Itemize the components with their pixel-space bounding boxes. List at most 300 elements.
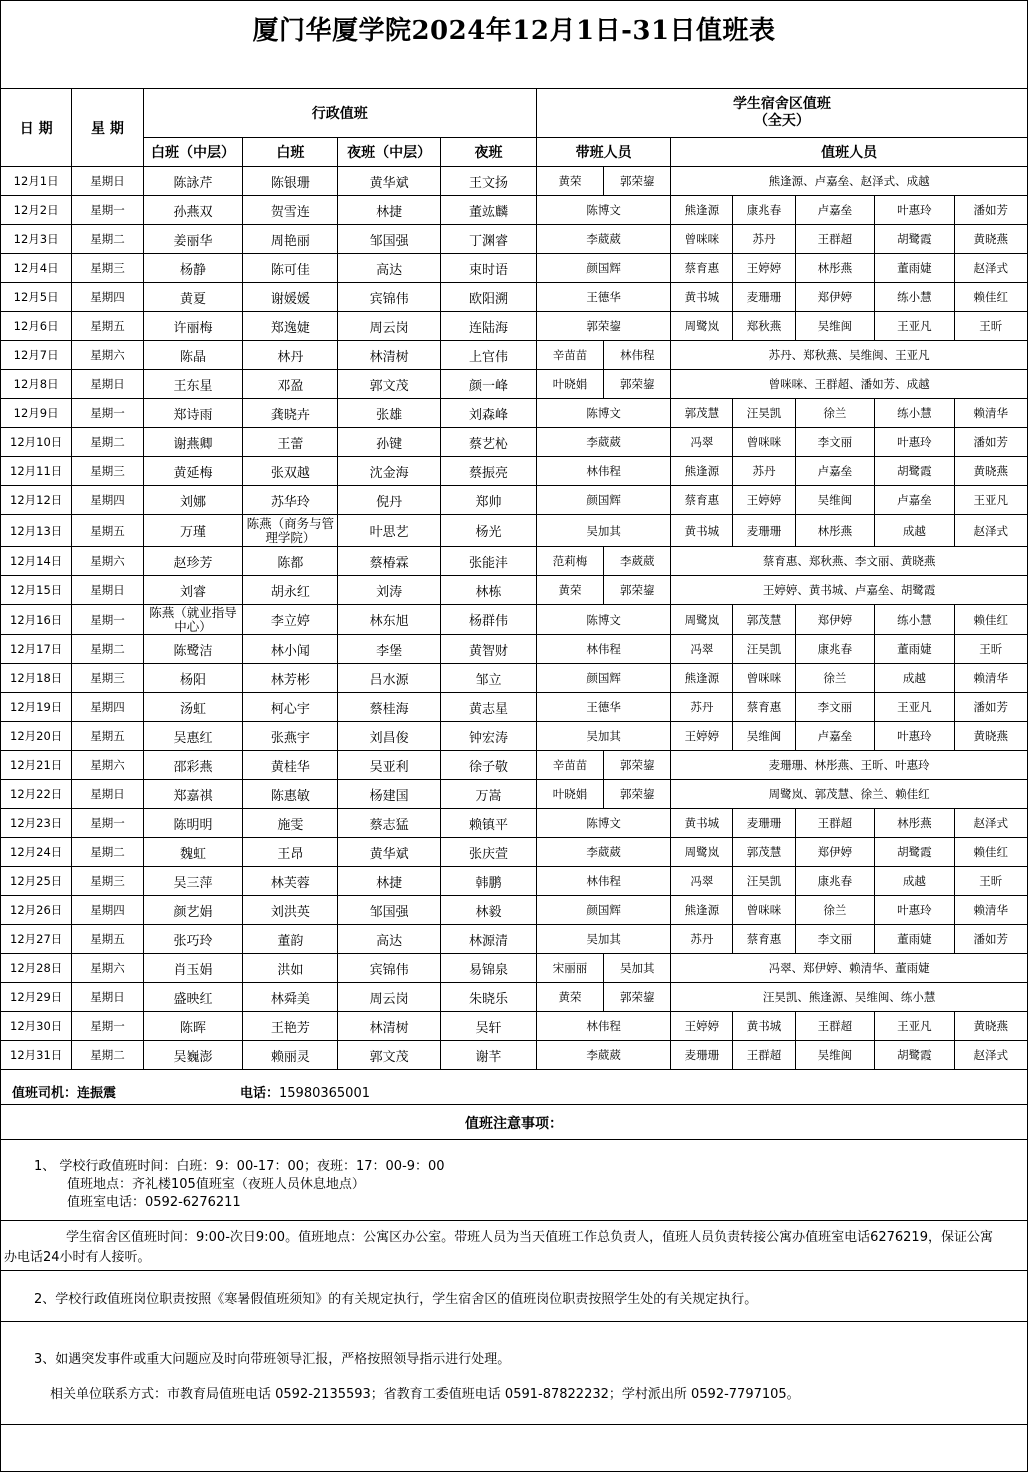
cell-night-mid: 高达 [338,925,441,954]
cell-day-mid: 杨阳 [143,664,243,693]
cell-staff: 吴维闽 [795,1041,874,1070]
cell-weekday: 星期一 [72,605,143,635]
cell-day: 邓盈 [243,370,338,399]
cell-leader: 郭荣鋆 [604,167,671,196]
cell-staff: 赖佳红 [954,283,1027,312]
cell-staff-group: 苏丹、郑秋燕、吴维闽、王亚凡 [671,341,1028,370]
cell-staff: 赖佳红 [954,838,1027,867]
cell-night: 黄智财 [441,635,537,664]
table-row [1,428,1028,457]
cell-staff: 王昕 [954,635,1027,664]
cell-weekday: 星期六 [72,954,143,983]
cell-date: 12月30日 [1,1012,72,1041]
cell-weekday: 星期三 [72,664,143,693]
cell-staff: 黄书城 [671,809,733,838]
cell-staff: 王群超 [733,1041,795,1070]
cell-staff-group: 王婷婷、黄书城、卢嘉垒、胡鹭霞 [671,576,1028,605]
cell-date: 12月3日 [1,225,72,254]
driver-phone-number: 15980365001 [279,1086,370,1101]
cell-day: 董韵 [243,925,338,954]
table-row [1,809,1028,838]
cell-staff-group: 汪昊凯、熊逢源、吴维闽、练小慧 [671,983,1028,1012]
table-row [1,925,1028,954]
cell-day-mid: 陈晖 [143,1012,243,1041]
cell-weekday: 星期五 [72,312,143,341]
cell-day-mid: 汤虹 [143,693,243,722]
cell-staff: 郑伊婷 [795,838,874,867]
cell-staff: 林彤燕 [795,254,874,283]
cell-staff: 康兆春 [795,635,874,664]
cell-night-mid: 叶思艺 [338,515,441,547]
cell-staff-group: 曾咪咪、王群超、潘如芳、成越 [671,370,1028,399]
cell-date: 12月21日 [1,751,72,780]
cell-staff: 曾咪咪 [733,664,795,693]
cell-day: 林小闻 [243,635,338,664]
cell-date: 12月2日 [1,196,72,225]
cell-night: 韩鹏 [441,867,537,896]
note-1-divider [0,1220,1028,1221]
cell-night-mid: 黄华斌 [338,167,441,196]
cell-night-mid: 林捷 [338,196,441,225]
cell-weekday: 星期五 [72,925,143,954]
cell-staff-group: 麦珊珊、林彤燕、王昕、叶惠玲 [671,751,1028,780]
notes-heading: 值班注意事项： [465,1116,563,1132]
table-row [1,486,1028,515]
cell-leader: 吴加其 [536,925,670,954]
cell-staff: 王婷婷 [733,486,795,515]
cell-staff: 赵泽式 [954,809,1027,838]
cell-staff: 练小慧 [875,283,954,312]
cell-staff: 康兆春 [733,196,795,225]
notes-bottom-divider [0,1424,1028,1425]
cell-staff: 王婷婷 [671,1012,733,1041]
header-night: 夜班 [441,138,537,167]
driver-phone [240,1082,370,1101]
cell-staff: 叶惠玲 [875,722,954,751]
cell-day: 陈银珊 [243,167,338,196]
cell-staff: 王群超 [795,809,874,838]
duty-roster-table [0,88,1028,1070]
cell-weekday: 星期二 [72,428,143,457]
header-admin: 行政值班 [143,89,536,138]
cell-staff: 赵泽式 [954,254,1027,283]
cell-staff: 徐兰 [795,399,874,428]
note-1b-divider [0,1270,1028,1271]
header-staff: 值班人员 [671,138,1028,167]
cell-day: 洪如 [243,954,338,983]
cell-weekday: 星期日 [72,370,143,399]
cell-night-mid: 蔡志猛 [338,809,441,838]
cell-night-mid: 吴亚利 [338,751,441,780]
cell-leader: 林伟程 [604,341,671,370]
cell-staff: 成越 [875,515,954,547]
note-1b: 学生宿舍区值班时间：9:00-次日9:00。值班地点：公寓区办公室。带班人员为当天值班工作总负责人，值班人员负责转接公寓办值班室电话6276219，保证公寓办电话24小时有人接听。 [4,1230,993,1265]
cell-staff: 周鹭岚 [671,838,733,867]
note-3: 3、如遇突发事件或重大问题应及时向带班领导汇报，严格按照领导指示进行处理。 [34,1352,511,1367]
cell-night-mid: 倪丹 [338,486,441,515]
table-row [1,254,1028,283]
table-row [1,576,1028,605]
table-row [1,751,1028,780]
cell-staff: 叶惠玲 [875,196,954,225]
cell-staff: 胡鹭霞 [875,457,954,486]
driver-divider [0,1104,1028,1105]
cell-weekday: 星期二 [72,838,143,867]
cell-day-mid: 吴惠红 [143,722,243,751]
cell-staff: 冯翠 [671,635,733,664]
cell-leader: 李葳葳 [536,225,670,254]
cell-date: 12月25日 [1,867,72,896]
cell-night: 钟宏涛 [441,722,537,751]
table-row [1,225,1028,254]
cell-staff: 郭茂慧 [733,838,795,867]
cell-staff: 苏丹 [733,225,795,254]
cell-day-mid: 陈燕（就业指导中心） [143,605,243,635]
cell-day-mid: 张巧玲 [143,925,243,954]
cell-day-mid: 杨静 [143,254,243,283]
cell-day: 贺雪连 [243,196,338,225]
cell-staff: 王昕 [954,867,1027,896]
cell-leader: 林伟程 [536,1012,670,1041]
cell-leader: 王德华 [536,693,670,722]
cell-staff: 李文丽 [795,693,874,722]
cell-night-mid: 杨建国 [338,780,441,809]
cell-night: 张庆萱 [441,838,537,867]
cell-date: 12月8日 [1,370,72,399]
cell-day-mid: 盛映红 [143,983,243,1012]
header-day-mid: 白班（中层） [143,138,243,167]
cell-leader: 郭荣鋆 [604,751,671,780]
table-row [1,838,1028,867]
cell-night-mid: 吕水源 [338,664,441,693]
cell-leader: 黄荣 [536,167,603,196]
cell-date: 12月16日 [1,605,72,635]
cell-night: 束时语 [441,254,537,283]
cell-leader: 郭荣鋆 [536,312,670,341]
table-row [1,693,1028,722]
note-2-divider [0,1321,1028,1322]
cell-night-mid: 周云岗 [338,983,441,1012]
cell-leader: 郭荣鋆 [604,370,671,399]
cell-night-mid: 林东旭 [338,605,441,635]
cell-staff: 周鹭岚 [671,312,733,341]
cell-day-mid: 吴巍澎 [143,1041,243,1070]
cell-staff: 卢嘉垒 [875,486,954,515]
cell-date: 12月12日 [1,486,72,515]
cell-day-mid: 赵珍芳 [143,547,243,576]
cell-staff: 叶惠玲 [875,896,954,925]
cell-staff: 冯翠 [671,428,733,457]
cell-staff: 叶惠玲 [875,428,954,457]
cell-staff: 潘如芳 [954,925,1027,954]
cell-staff: 成越 [875,664,954,693]
cell-staff: 王婷婷 [733,254,795,283]
table-row [1,983,1028,1012]
table-row [1,399,1028,428]
header-row-2 [1,138,1028,167]
cell-weekday: 星期四 [72,486,143,515]
cell-weekday: 星期四 [72,693,143,722]
table-row [1,547,1028,576]
cell-night-mid: 刘涛 [338,576,441,605]
note-1-line-1: 1、 学校行政值班时间：白班：9：00-17：00；夜班：17：00-9：00 [34,1159,445,1174]
cell-staff: 赵泽式 [954,515,1027,547]
cell-night-mid: 宾锦伟 [338,283,441,312]
cell-night: 林毅 [441,896,537,925]
table-row [1,283,1028,312]
cell-night: 张能沣 [441,547,537,576]
cell-leader: 吴加其 [536,722,670,751]
cell-staff: 徐兰 [795,664,874,693]
cell-leader: 黄荣 [536,983,603,1012]
cell-staff: 黄晓燕 [954,722,1027,751]
cell-date: 12月29日 [1,983,72,1012]
header-night-mid: 夜班（中层） [338,138,441,167]
cell-night-mid: 蔡桂海 [338,693,441,722]
cell-day: 林芙蓉 [243,867,338,896]
cell-staff: 熊逢源 [671,896,733,925]
cell-night-mid: 周云岗 [338,312,441,341]
cell-staff: 潘如芳 [954,693,1027,722]
table-row [1,664,1028,693]
cell-day-mid: 陈詠芹 [143,167,243,196]
cell-staff: 熊逢源 [671,196,733,225]
cell-date: 12月22日 [1,780,72,809]
cell-staff: 熊逢源 [671,664,733,693]
cell-night: 赖镇平 [441,809,537,838]
cell-leader: 林伟程 [536,635,670,664]
driver-phone-label: 电话： [240,1086,280,1101]
note-contacts: 相关单位联系方式：市教育局值班电话 0592-2135593；省教育工委值班电话 0591-87822232；学村派出所 0592-7797105。 [50,1387,800,1402]
cell-day-mid: 郑诗雨 [143,399,243,428]
cell-leader: 陈博文 [536,196,670,225]
cell-day-mid: 黄延梅 [143,457,243,486]
cell-weekday: 星期日 [72,983,143,1012]
cell-night: 董竑麟 [441,196,537,225]
cell-leader: 林伟程 [536,457,670,486]
cell-leader: 颜国辉 [536,486,670,515]
cell-night: 颜一峰 [441,370,537,399]
cell-leader: 陈博文 [536,399,670,428]
cell-staff: 汪昊凯 [733,399,795,428]
cell-staff: 苏丹 [671,925,733,954]
cell-night-mid: 刘昌俊 [338,722,441,751]
cell-weekday: 星期日 [72,576,143,605]
cell-staff: 曾咪咪 [733,428,795,457]
cell-day-mid: 姜丽华 [143,225,243,254]
cell-night-mid: 蔡椿霖 [338,547,441,576]
cell-night: 连陆海 [441,312,537,341]
cell-night: 邹立 [441,664,537,693]
cell-day: 苏华玲 [243,486,338,515]
cell-leader: 郭荣鋆 [604,780,671,809]
header-row-1 [1,89,1028,138]
cell-night: 刘森峰 [441,399,537,428]
cell-night: 蔡艺杺 [441,428,537,457]
cell-staff: 蔡育惠 [733,693,795,722]
cell-staff: 王群超 [795,225,874,254]
cell-staff-group: 周鹭岚、郭茂慧、徐兰、赖佳红 [671,780,1028,809]
cell-night: 王文扬 [441,167,537,196]
cell-day: 陈燕（商务与管理学院） [243,515,338,547]
cell-day: 张燕宇 [243,722,338,751]
cell-staff: 麦珊珊 [733,809,795,838]
cell-date: 12月4日 [1,254,72,283]
cell-day: 龚晓卉 [243,399,338,428]
cell-date: 12月20日 [1,722,72,751]
cell-night-mid: 高达 [338,254,441,283]
cell-staff: 黄晓燕 [954,1012,1027,1041]
cell-night: 谢芊 [441,1041,537,1070]
cell-leader: 林伟程 [536,867,670,896]
cell-staff: 麦珊珊 [733,283,795,312]
cell-night: 蔡振亮 [441,457,537,486]
cell-leader: 颜国辉 [536,896,670,925]
cell-weekday: 星期二 [72,1041,143,1070]
cell-staff: 王婷婷 [671,722,733,751]
cell-staff-group: 冯翠、郑伊婷、赖清华、董雨婕 [671,954,1028,983]
cell-staff: 李文丽 [795,925,874,954]
cell-leader: 王德华 [536,283,670,312]
cell-staff: 郭茂慧 [733,605,795,635]
cell-day: 赖丽灵 [243,1041,338,1070]
cell-night: 丁渊睿 [441,225,537,254]
cell-staff: 徐兰 [795,896,874,925]
cell-staff: 胡鹭霞 [875,838,954,867]
cell-leader: 陈博文 [536,809,670,838]
cell-day-mid: 王东星 [143,370,243,399]
cell-staff: 赖佳红 [954,605,1027,635]
cell-staff: 卢嘉垒 [795,722,874,751]
cell-staff: 董雨婕 [875,925,954,954]
cell-day: 施雯 [243,809,338,838]
cell-date: 12月13日 [1,515,72,547]
cell-weekday: 星期一 [72,1012,143,1041]
cell-weekday: 星期日 [72,167,143,196]
cell-staff: 练小慧 [875,605,954,635]
cell-day: 王艳芳 [243,1012,338,1041]
cell-staff: 练小慧 [875,399,954,428]
cell-night-mid: 林捷 [338,867,441,896]
table-row [1,780,1028,809]
cell-staff: 黄书城 [671,515,733,547]
cell-day-mid: 陈晶 [143,341,243,370]
cell-staff: 吴维闽 [733,722,795,751]
cell-day-mid: 邵彩燕 [143,751,243,780]
cell-weekday: 星期六 [72,341,143,370]
cell-staff: 康兆春 [795,867,874,896]
cell-night: 林源清 [441,925,537,954]
cell-night: 郑帅 [441,486,537,515]
cell-staff: 李文丽 [795,428,874,457]
cell-staff: 曾咪咪 [733,896,795,925]
cell-weekday: 星期四 [72,283,143,312]
cell-leader: 颜国辉 [536,254,670,283]
cell-day-mid: 颜艺娟 [143,896,243,925]
cell-weekday: 星期三 [72,254,143,283]
cell-weekday: 星期五 [72,515,143,547]
header-dorm-sub: （全天） [753,113,810,129]
cell-leader: 郭荣鋆 [604,983,671,1012]
cell-staff: 董雨婕 [875,254,954,283]
cell-day-mid: 肖玉娟 [143,954,243,983]
cell-night-mid: 邹国强 [338,896,441,925]
cell-staff: 王亚凡 [875,1012,954,1041]
cell-day: 黄桂华 [243,751,338,780]
cell-leader: 范莉梅 [536,547,603,576]
cell-night-mid: 黄华斌 [338,838,441,867]
cell-date: 12月27日 [1,925,72,954]
cell-weekday: 星期六 [72,751,143,780]
cell-leader: 李葳葳 [536,428,670,457]
cell-staff: 蔡育惠 [733,925,795,954]
cell-leader: 李葳葳 [604,547,671,576]
cell-staff: 卢嘉垒 [795,196,874,225]
cell-date: 12月17日 [1,635,72,664]
cell-night: 万嵩 [441,780,537,809]
cell-date: 12月9日 [1,399,72,428]
cell-weekday: 星期三 [72,867,143,896]
cell-leader: 辛苗苗 [536,751,603,780]
table-row [1,1012,1028,1041]
table-row [1,196,1028,225]
cell-staff: 苏丹 [671,693,733,722]
cell-date: 12月7日 [1,341,72,370]
cell-staff: 冯翠 [671,867,733,896]
cell-day-mid: 陈明明 [143,809,243,838]
cell-date: 12月19日 [1,693,72,722]
cell-weekday: 星期二 [72,635,143,664]
cell-day: 郑逸婕 [243,312,338,341]
cell-night: 欧阳溯 [441,283,537,312]
cell-leader: 李葳葳 [536,838,670,867]
cell-staff: 董雨婕 [875,635,954,664]
cell-day-mid: 吴三萍 [143,867,243,896]
cell-night: 黄志星 [441,693,537,722]
cell-leader: 叶晓娟 [536,780,603,809]
table-row [1,605,1028,635]
cell-day: 王蕾 [243,428,338,457]
cell-staff: 王昕 [954,312,1027,341]
cell-day: 林丹 [243,341,338,370]
cell-weekday: 星期六 [72,547,143,576]
table-row [1,341,1028,370]
cell-date: 12月31日 [1,1041,72,1070]
cell-staff: 胡鹭霞 [875,1041,954,1070]
cell-date: 12月5日 [1,283,72,312]
cell-weekday: 星期三 [72,457,143,486]
cell-day: 李立婷 [243,605,338,635]
cell-day-mid: 郑嘉祺 [143,780,243,809]
cell-night-mid: 林清树 [338,1012,441,1041]
table-row [1,954,1028,983]
cell-night: 朱晓乐 [441,983,537,1012]
table-row [1,312,1028,341]
cell-night: 杨光 [441,515,537,547]
cell-day-mid: 刘娜 [143,486,243,515]
table-row [1,635,1028,664]
cell-leader: 吴加其 [536,515,670,547]
cell-weekday: 星期一 [72,196,143,225]
cell-staff: 汪昊凯 [733,867,795,896]
cell-night-mid: 张雄 [338,399,441,428]
header-dorm-title: 学生宿舍区值班 [732,96,831,112]
cell-night-mid: 郭文茂 [338,1041,441,1070]
cell-date: 12月10日 [1,428,72,457]
cell-staff: 吴维闽 [795,312,874,341]
cell-night: 易锦泉 [441,954,537,983]
cell-staff: 王群超 [795,1012,874,1041]
